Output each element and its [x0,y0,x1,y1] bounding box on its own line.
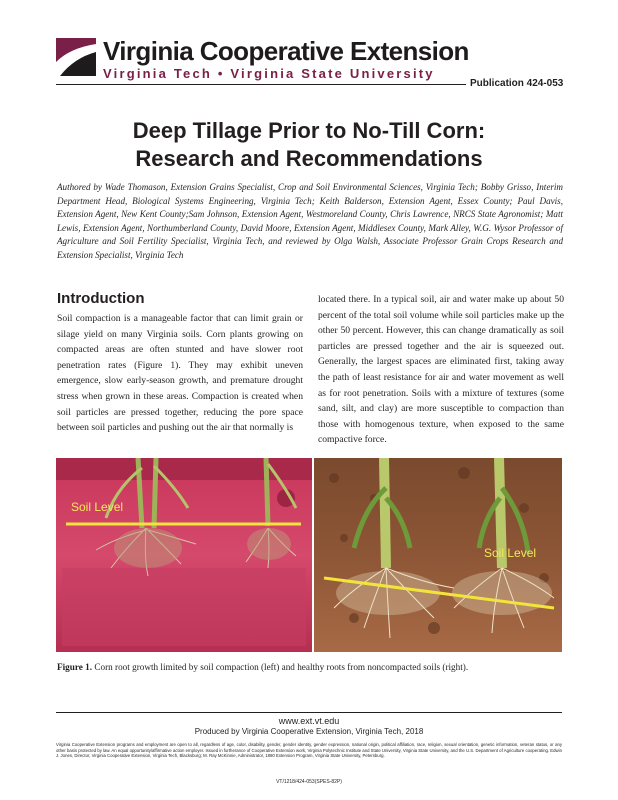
soil-level-label-right: Soil Level [484,546,537,560]
figure-photo-compacted [56,458,312,652]
title-line-2: Research and Recommendations [135,146,483,171]
intro-column-left: Soil compaction is a manageable factor that can limit grain or silage yield on many Virginia soils. Corn plants growing on compacted areas are often stunted and have slower root penetration rates (Figure 1). They may exhibit uneven emergence, slow early-season growth, and premature drought stress when grown in these areas. Compaction is created when soil particles are pressed together, reducing the pore space between soil particles and pushing out the air that normally is [57,313,303,434]
section-heading-introduction: Introduction [57,290,145,307]
footer-url[interactable]: www.ext.vt.edu [278,716,340,726]
org-subtitle: Virginia Tech • Virginia State University [103,66,435,81]
footer-produced-by: Produced by Virginia Cooperative Extension, Virginia Tech, 2018 [194,727,424,736]
footer-rule [56,712,562,713]
header-rule [56,84,466,85]
intro-column-right: located there. In a typical soil, air and water make up about 50 percent of the total soil volume while soil particles make up the other 50 percent. However, this can change dramatically as soil particles are pressed together and the air is squeezed out. Generally, the largest spaces are eliminated first, taking away the path of least resistance for air and water movement as well as for root penetration. Soils with a mixture of textures (some sand, silt, and clay) are more susceptible to compaction than those with homogenous texture, when exposed to the same compactive force. [318,294,564,446]
footer-publication-code: VT/1218/424-053(SPES-82P) [276,779,342,785]
org-name: Virginia Cooperative Extension [103,36,469,66]
publication-number: Publication 424-053 [470,78,564,89]
figure-caption-label: Figure 1. [57,662,93,672]
author-credits: Authored by Wade Thomason, Extension Grains Specialist, Crop and Soil Environmental Sciences, Virginia Tech; Bobby Grisso, Interim Department Head, Biological Systems Engineering, Virginia Tech; Keith Balderson, Extension Agent, Essex County; Paul Davis, Extension Agent, New Kent County;Sam Johnson, Extension Agent, Westmoreland County, Chris Lawrence, NRCS State Agronomist; Matt Lewis, Extension Agent, Northumberland County, David Moore, Extension Agent, Middlesex County, Mark Alley, W.G. Wysor Professor of Agriculture and Soil Fertility Specialist, Virginia Tech, and reviewed by Olga Walsh, Associate Professor Grain Crops Research and Extension Specialist, Virginia Tech [57,182,563,260]
title-line-1: Deep Tillage Prior to No-Till Corn: [132,118,486,143]
vce-logo-icon [56,38,96,76]
soil-level-label-left: Soil Level [71,500,124,514]
document-title [40,117,578,173]
figure-caption [57,662,468,672]
figure-caption-text: Corn root growth limited by soil compaction (left) and healthy roots from noncompacted soils (right). [92,662,469,672]
footer-legal-notice: Virginia Cooperative Extension programs and employment are open to all, regardless of age, color, disability, gender, gender identity, gender expression, national origin, political affiliation, race, religion, sexual orientation, genetic information, veteran status, or any other basis protected by law. An equal opportunity/affirmative action employer. Issued in furtherance of Cooperative Extension work, Virginia Polytechnic Institute and State University, Virginia State University, and the U.S. Department of Agriculture cooperating. Edwin J. Jones, Director, Virginia Cooperative Extension, Virginia Tech, Blacksburg; M. Ray McKinnie, Administrator, 1890 Extension Program, Virginia State University, Petersburg. [56,742,562,759]
figure-photo-healthy [314,458,562,652]
